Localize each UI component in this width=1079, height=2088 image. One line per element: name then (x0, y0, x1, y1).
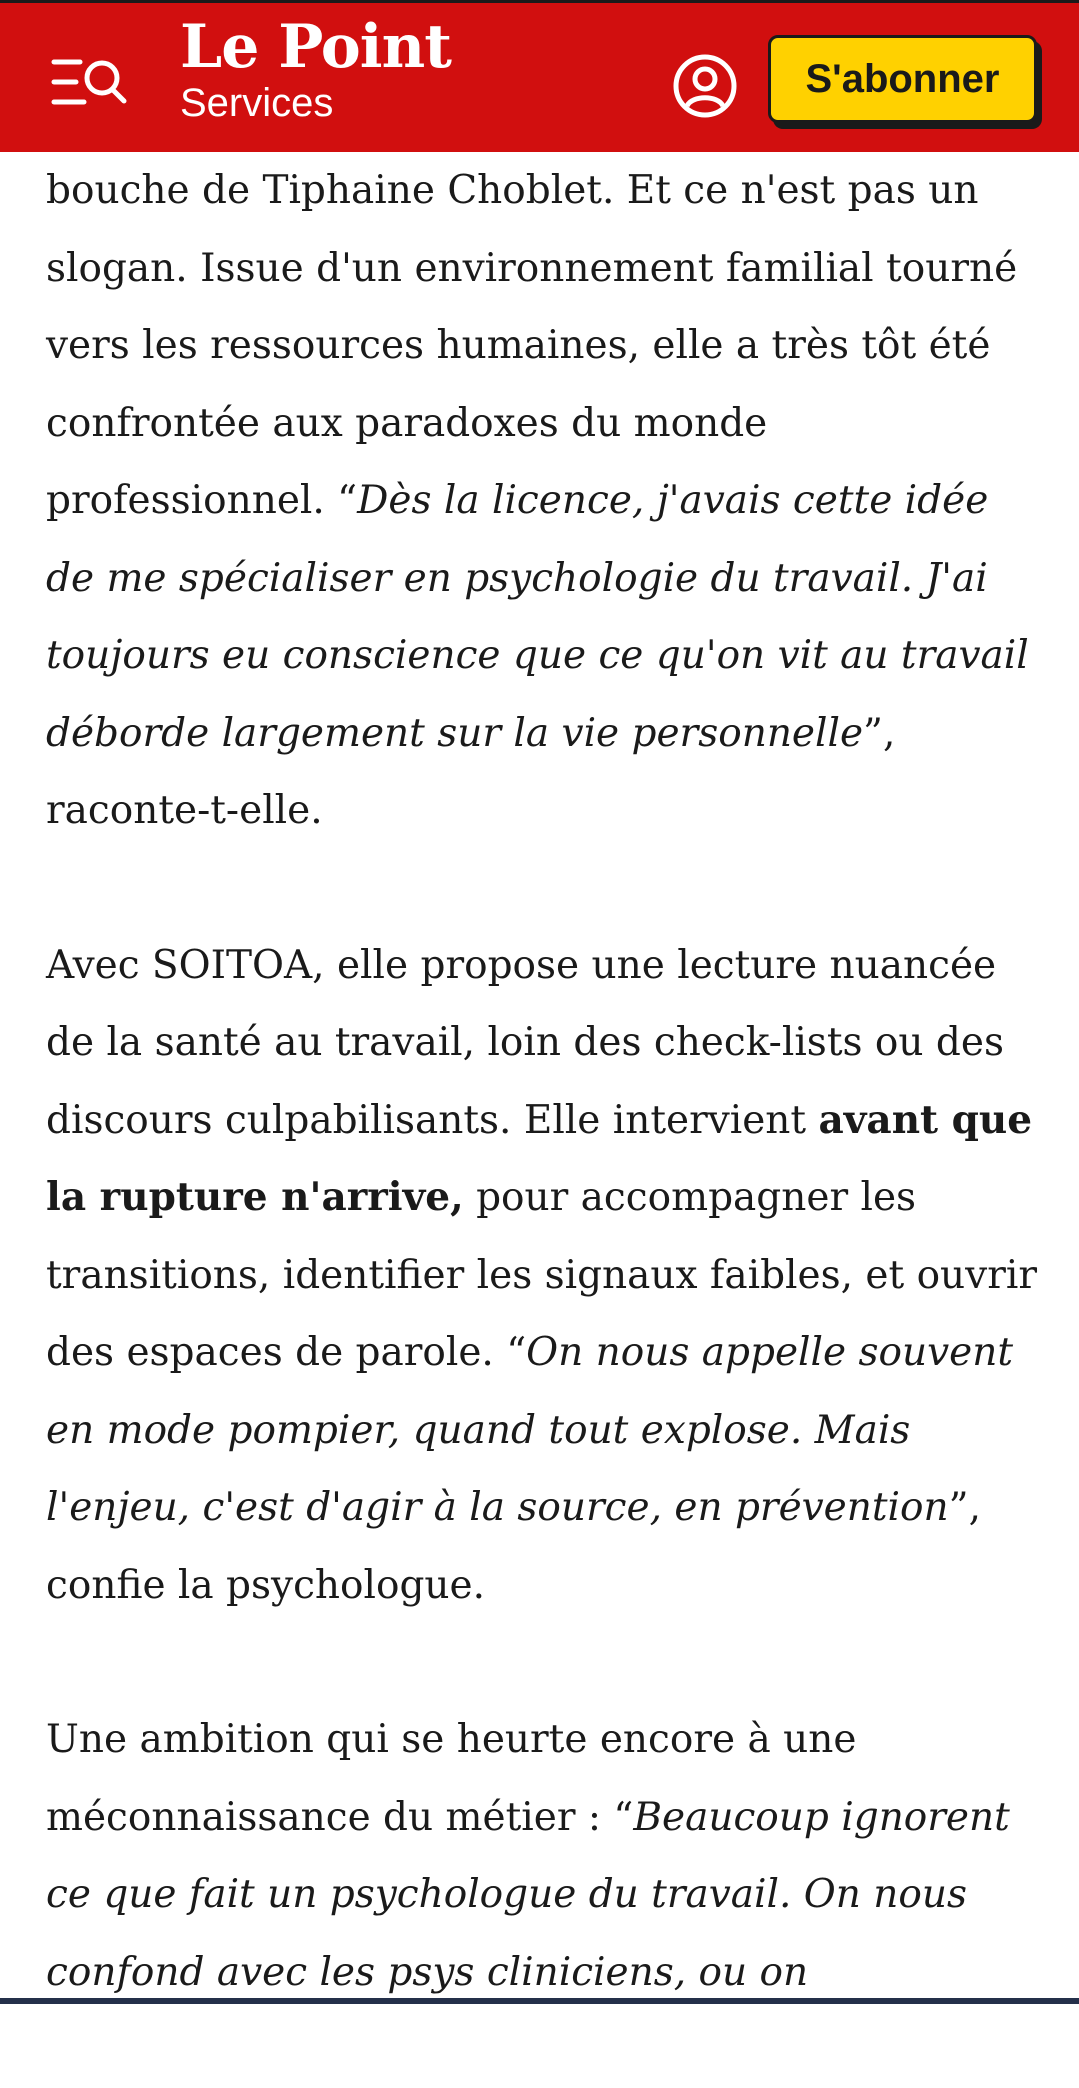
paragraph-text: ”, raconte-t-elle. (46, 710, 896, 833)
bold-text: avant que la rupture n'arrive, (46, 1096, 1033, 1220)
brand-subtitle: Services (180, 81, 334, 125)
article-paragraph (46, 152, 1046, 850)
quote-text: Dès la licence, j'avais cette idée de me spécialiser en psychologie du travail. J'ai toujours eu conscience que ce qu'on vit au travail déborde largement sur la vie personnelle (46, 478, 1029, 756)
account-button[interactable] (672, 53, 738, 119)
quote-text: On nous appelle souvent en mode pompier, quand tout explose. Mais l'enjeu, c'est d'agir à la source, en prévention (46, 1330, 1013, 1530)
article-body (46, 152, 1046, 2088)
menu-search-icon (40, 47, 136, 117)
paragraph-text: bouche de Tiphaine Choblet. Et ce n'est pas un slogan. Issue d'un environnement familial tourné vers les ressources humaines, elle a très tôt été confrontée aux paradoxes du monde professionnel. “ (46, 168, 1018, 523)
paragraph-text: Une ambition qui se heurte encore à une méconnaissance du métier : “ (46, 1717, 857, 1840)
paragraph-text: ”, confie la psychologue. (46, 1485, 981, 1608)
subscribe-button[interactable]: S'abonner (768, 35, 1037, 123)
article-paragraph (46, 1701, 1046, 2011)
bottom-edge-bar (0, 1998, 1079, 2004)
quote-text: Beaucoup ignorent ce que fait un psychologue du travail. On nous confond avec les psys cliniciens, ou on (46, 1794, 1010, 1995)
menu-search-button[interactable] (40, 47, 136, 117)
brand-title: Le Point (180, 12, 451, 82)
paragraph-text: pour accompagner les transitions, identifier les signaux faibles, et ouvrir des espaces de parole. “ (46, 1175, 1037, 1375)
site-header (0, 0, 1079, 152)
user-icon (672, 53, 738, 119)
brand[interactable] (180, 9, 451, 125)
paragraph-text: Avec SOITOA, elle propose une lecture nuancée de la santé au travail, loin des check-lists ou des discours culpabilisants. Elle intervient (46, 942, 1004, 1143)
article-paragraph (46, 927, 1046, 1625)
